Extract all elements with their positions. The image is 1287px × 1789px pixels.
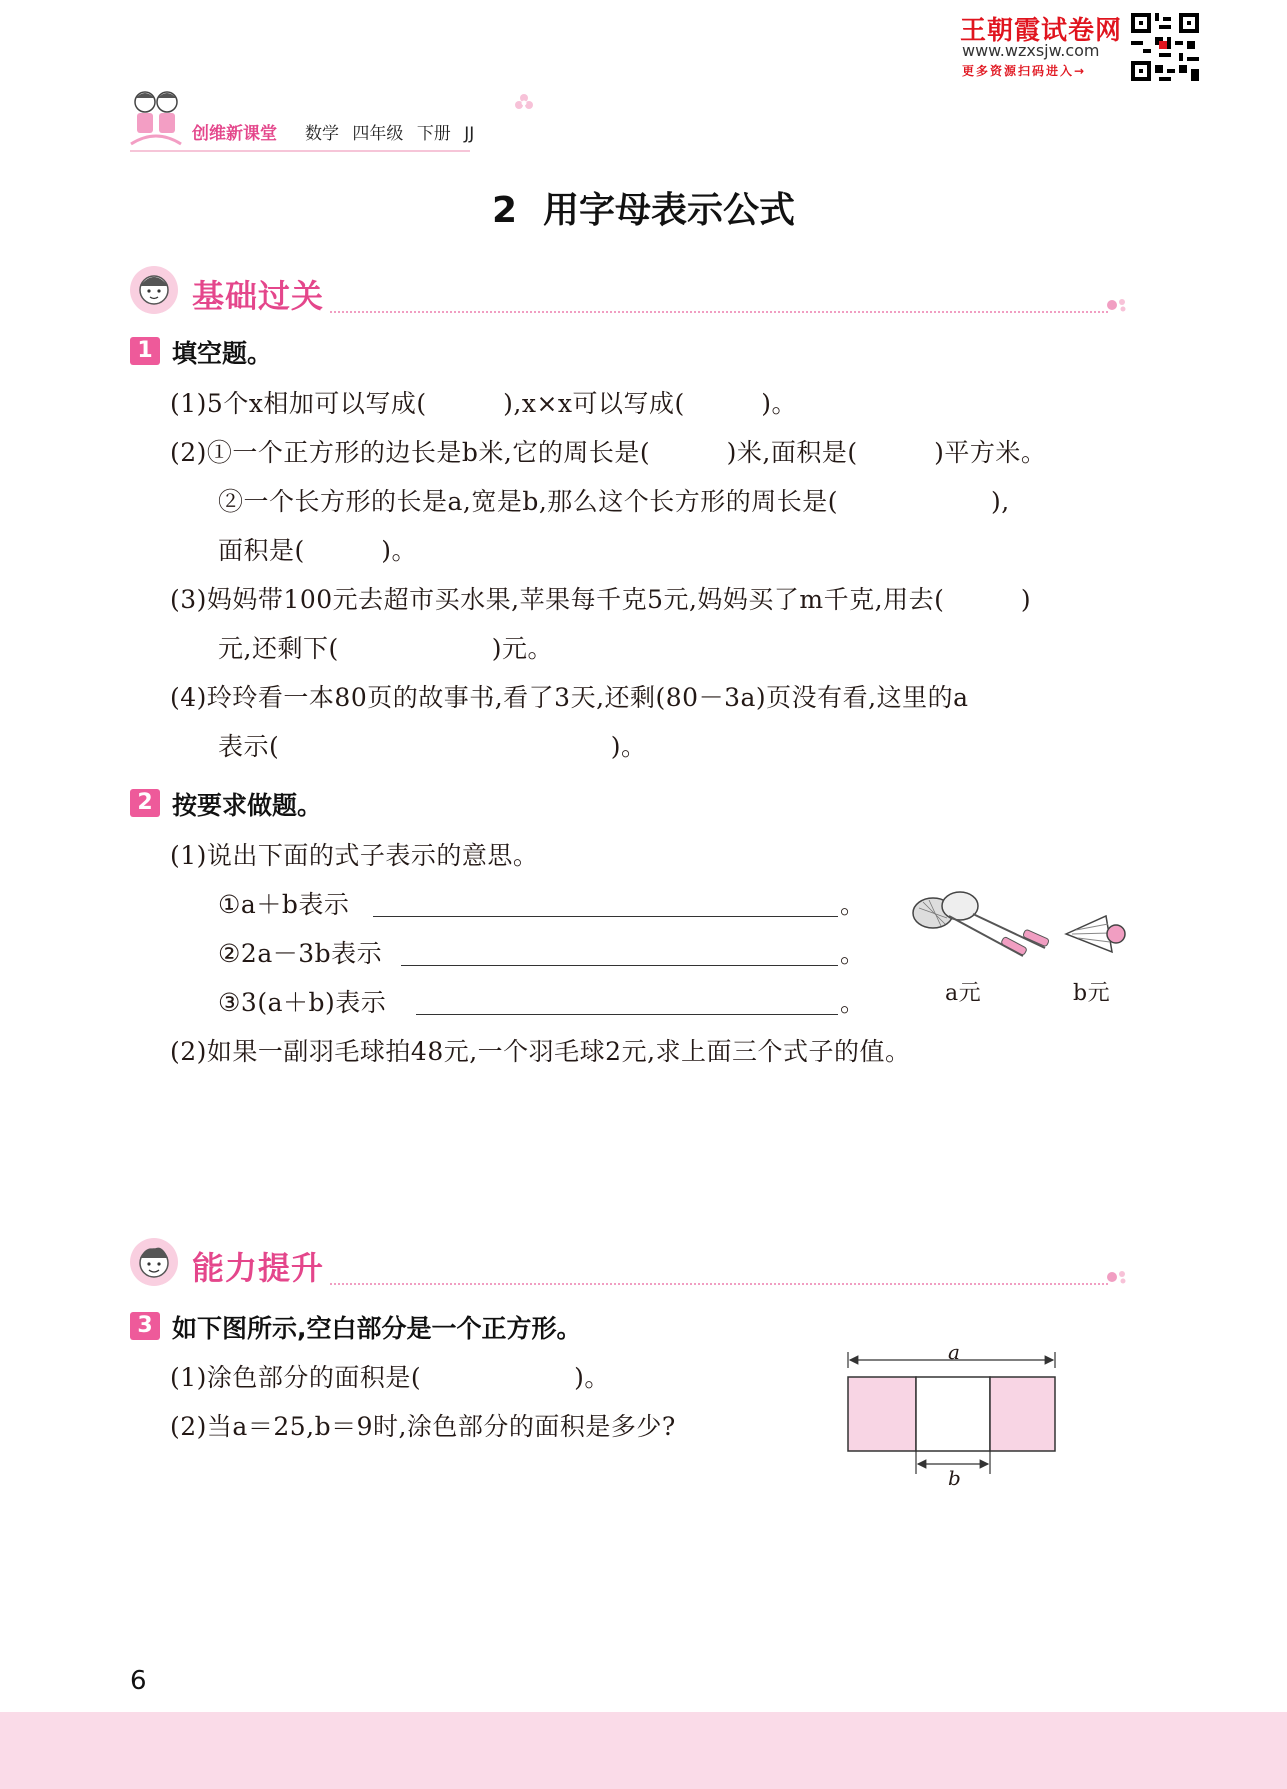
subject-label: 数学 — [305, 124, 339, 144]
header-rule — [130, 150, 470, 152]
question-line: (4)玲玲看一本80页的故事书,看了3天,还剩(80－3a)页没有看,这里的a — [170, 683, 969, 712]
page-number: 6 — [130, 1666, 147, 1696]
kids-mascot-icon — [127, 88, 185, 152]
question-line: (3)妈妈带100元去超市买水果,苹果每千克5元,妈妈买了m千克,用去( ) — [170, 585, 1032, 614]
dots-decoration-icon — [1106, 1270, 1128, 1284]
qr-code-icon[interactable] — [1131, 13, 1199, 81]
question-badge: 3 — [130, 1312, 160, 1340]
question-line: ②一个长方形的长是a,宽是b,那么这个长方形的周长是( ), — [218, 487, 1010, 516]
figure-label-a: a — [948, 1340, 961, 1364]
expression-item: ①a＋b表示 — [218, 890, 350, 919]
footer-band — [0, 1712, 1287, 1789]
section-girl-icon — [128, 264, 180, 316]
period: 。 — [840, 890, 866, 919]
brand-more: 更多资源扫码进入→ — [962, 64, 1087, 78]
question-line: (1)说出下面的式子表示的意思。 — [170, 841, 539, 870]
period: 。 — [840, 939, 866, 968]
volume-label: 下册 — [416, 124, 451, 144]
answer-line[interactable] — [401, 965, 838, 966]
question-line: (2)当a＝25,b＝9时,涂色部分的面积是多少? — [170, 1412, 676, 1441]
section-title-basic: 基础过关 — [192, 277, 325, 315]
flower-icon — [513, 92, 535, 114]
section-title-advanced: 能力提升 — [192, 1249, 325, 1287]
lesson-number: 2 — [491, 190, 518, 231]
section-rule — [330, 311, 1108, 313]
question-line: (1)涂色部分的面积是( )。 — [170, 1363, 610, 1392]
section-boy-icon — [128, 1236, 180, 1288]
question-badge: 2 — [130, 789, 160, 817]
dots-decoration-icon — [1106, 298, 1128, 312]
question-title: 填空题。 — [172, 339, 273, 368]
question-line: (2)如果一副羽毛球拍48元,一个羽毛球2元,求上面三个式子的值。 — [170, 1037, 911, 1066]
book-info — [305, 119, 482, 144]
question-title: 如下图所示,空白部分是一个正方形。 — [172, 1314, 582, 1343]
question-line: 元,还剩下( )元。 — [218, 634, 553, 663]
expression-item: ②2a－3b表示 — [218, 939, 383, 968]
section-rule — [330, 1283, 1108, 1285]
question-badge: 1 — [130, 337, 160, 365]
badminton-rackets-icon — [905, 888, 1055, 970]
shuttlecock-icon — [1062, 910, 1128, 958]
question-line: (2)①一个正方形的边长是b米,它的周长是( )米,面积是( )平方米。 — [170, 438, 1047, 467]
answer-line[interactable] — [373, 916, 838, 917]
expression-item: ③3(a＋b)表示 — [218, 988, 387, 1017]
racket-price-label: a元 — [945, 981, 982, 1006]
question-title: 按要求做题。 — [172, 791, 323, 820]
grade-label: 四年级 — [352, 124, 404, 144]
answer-line[interactable] — [416, 1014, 838, 1015]
question-line: 表示( )。 — [218, 732, 647, 761]
brand-url: www.wzxsjw.com — [962, 41, 1100, 60]
lesson-title — [0, 182, 1287, 233]
shuttle-price-label: b元 — [1073, 981, 1111, 1006]
figure-label-b: b — [948, 1466, 962, 1490]
question-line: (1)5个x相加可以写成( ),x×x可以写成( )。 — [170, 389, 798, 418]
series-name: 创维新课堂 — [192, 124, 277, 144]
question-line: 面积是( )。 — [218, 536, 418, 565]
period: 。 — [840, 988, 866, 1017]
lesson-title-text: 用字母表示公式 — [543, 190, 796, 231]
edition-label: JJ — [464, 124, 475, 144]
brand-title: 王朝霞试卷网 — [960, 16, 1123, 46]
